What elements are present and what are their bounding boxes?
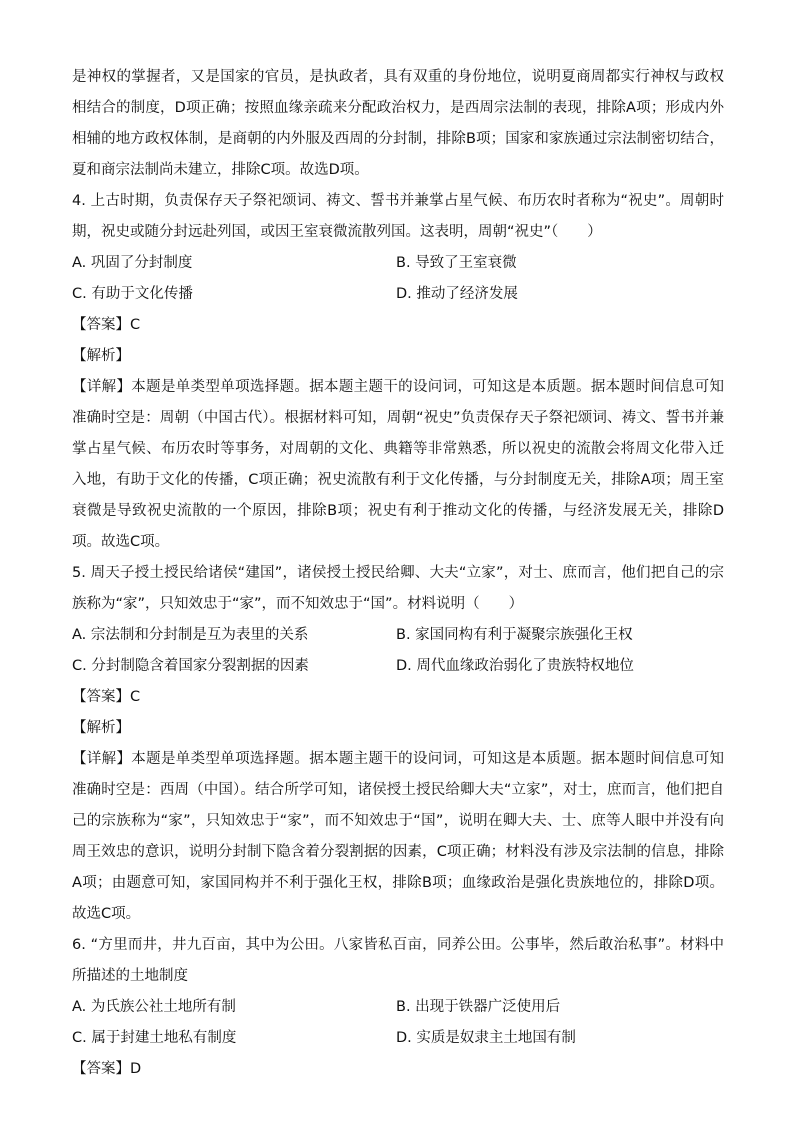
question-5-option-b: B. 家国同构有利于凝聚宗族强化王权 — [396, 627, 633, 643]
question-4-option-c: C. 有助于文化传播 — [72, 286, 193, 302]
question-5-option-a: A. 宗法制和分封制是互为表里的关系 — [72, 627, 309, 643]
question-4-option-b: B. 导致了王室衰微 — [396, 255, 517, 271]
question-5-answer: 【答案】C — [72, 689, 141, 705]
question-5-option-c: C. 分封制隐含着国家分裂割据的因素 — [72, 658, 309, 674]
question-4-stem: 4. 上古时期，负责保存天子祭祀颂词、祷文、誓书并兼掌占星气候、布历农时者称为“祝史”。周朝时期，祝史或随分封远赴列国，或因王室衰微流散列国。这表明，周朝“祝史”（ ） — [72, 193, 724, 240]
question-5-analysis-label: 【解析】 — [72, 720, 130, 736]
question-5-option-d: D. 周代血缘政治弱化了贵族特权地位 — [396, 658, 634, 674]
question-4-option-d: D. 推动了经济发展 — [396, 286, 518, 302]
question-6-stem: 6. “方里而井，井九百亩，其中为公田。八家皆私百亩，同养公田。公事毕，然后敢治私事”。材料中所描述的土地制度 — [72, 937, 724, 984]
previous-analysis-continuation: 是神权的掌握者，又是国家的官员，是执政者，具有双重的身份地位，说明夏商周都实行神权与政权相结合的制度，D项正确；按照血缘亲疏来分配政治权力，是西周宗法制的表现，排除A项；形成内外相辅的地方政权体制，是商朝的内外服及西周的分封制，排除B项；国家和家族通过宗法制密切结合，夏和商宗法制尚未建立，排除C项。故选D项。 — [72, 69, 724, 178]
question-5 — [72, 558, 724, 930]
question-6-options — [72, 992, 724, 1054]
question-6-answer: 【答案】D — [72, 1061, 142, 1077]
question-4-option-a: A. 巩固了分封制度 — [72, 255, 193, 271]
question-5-stem: 5. 周天子授土授民给诸侯“建国”，诸侯授土授民给卿、大夫“立家”，对士、庶而言，他们把自己的宗族称为“家”，只知效忠于“家”，而不知效忠于“国”。材料说明（ ） — [72, 565, 724, 612]
question-4-detail: 【详解】本题是单类型单项选择题。据本题主题干的设问词，可知这是本质题。据本题时间信息可知准确时空是：周朝（中国古代）。根据材料可知，周朝“祝史”负责保存天子祭祀颂词、祷文、誓书并兼掌占星气候、布历农时等事务，对周朝的文化、典籍等非常熟悉，所以祝史的流散会将周文化带入迁入地，有助于文化的传播，C项正确；祝史流散有利于文化传播，与分封制度无关，排除A项；周王室衰微是导致祝史流散的一个原因，排除B项；祝史有利于推动文化的传播，与经济发展无关，排除D项。故选C项。 — [72, 379, 724, 550]
question-6-option-b: B. 出现于铁器广泛使用后 — [396, 999, 561, 1015]
question-4-analysis-label: 【解析】 — [72, 348, 130, 364]
question-5-options — [72, 620, 724, 682]
document-page — [72, 62, 724, 1085]
question-6-option-a: A. 为氏族公社土地所有制 — [72, 999, 236, 1015]
question-6 — [72, 930, 724, 1085]
question-5-detail: 【详解】本题是单类型单项选择题。据本题主题干的设问词，可知这是本质题。据本题时间信息可知准确时空是：西周（中国）。结合所学可知，诸侯授土授民给卿大夫“立家”，对士，庶而言，他们把自己的宗族称为“家”，只知效忠于“家”，而不知效忠于“国”，说明在卿大夫、士、庶等人眼中并没有向周王效忠的意识，说明分封制下隐含着分裂割据的因素，C项正确；材料没有涉及宗法制的信息，排除A项；由题意可知，家国同构并不利于强化王权，排除B项；血缘政治是强化贵族地位的，排除D项。故选C项。 — [72, 751, 724, 922]
question-4-options — [72, 248, 724, 310]
question-6-option-d: D. 实质是奴隶主土地国有制 — [396, 1030, 576, 1046]
question-4 — [72, 186, 724, 558]
question-4-answer: 【答案】C — [72, 317, 141, 333]
question-6-option-c: C. 属于封建土地私有制度 — [72, 1030, 237, 1046]
